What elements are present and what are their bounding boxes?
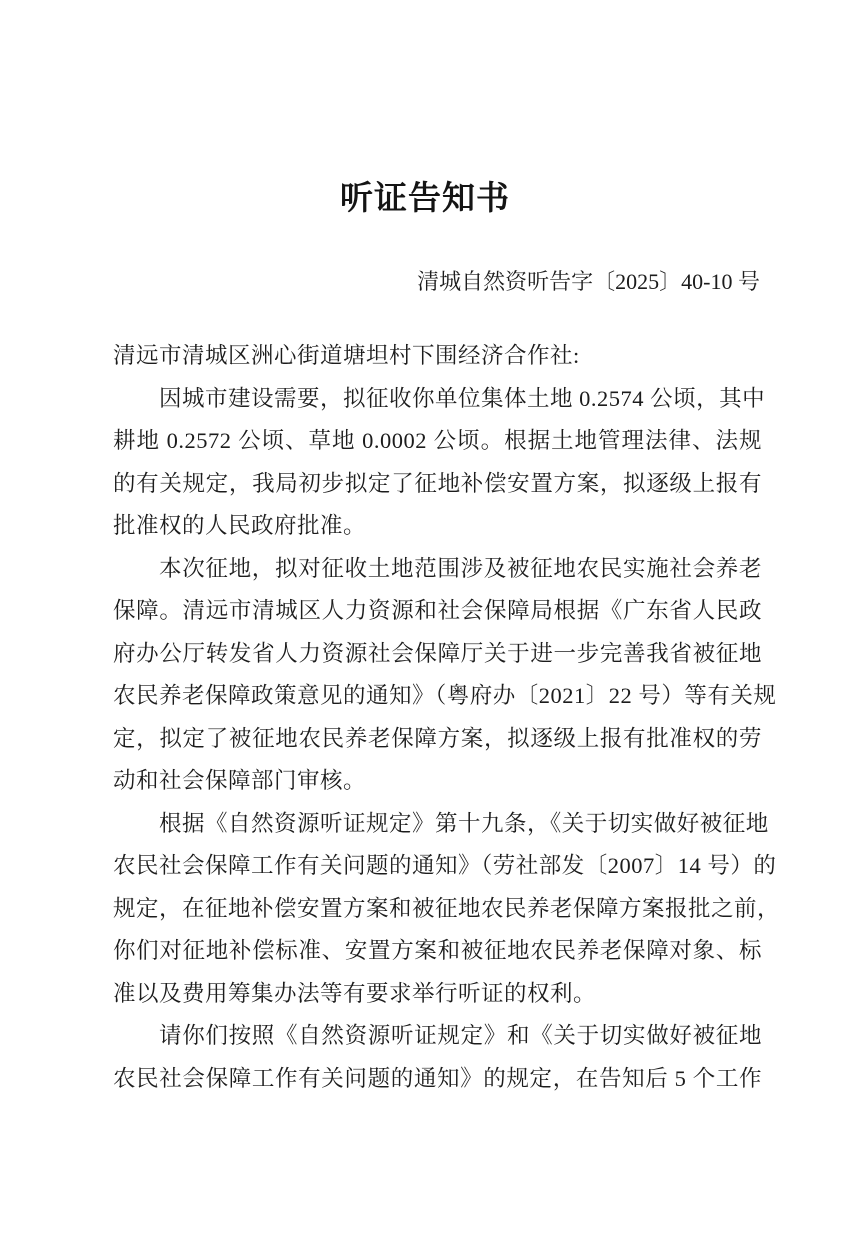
document-number: 清城自然资听告字〔2025〕40-10 号 bbox=[417, 269, 760, 294]
body-line: 的有关规定，我局初步拟定了征地补偿安置方案，拟逐级上报有 bbox=[113, 470, 762, 496]
body-line: 府办公厅转发省人力资源社会保障厅关于进一步完善我省被征地 bbox=[113, 640, 762, 666]
body-line: 耕地 0.2572 公顷、草地 0.0002 公顷。根据土地管理法律、法规 bbox=[113, 428, 762, 453]
body-line: 因城市建设需要，拟征收你单位集体土地 0.2574 公顷，其中 bbox=[159, 385, 766, 411]
body-line: 本次征地，拟对征收土地范围涉及被征地农民实施社会养老 bbox=[159, 555, 762, 581]
document-title: 听证告知书 bbox=[340, 181, 510, 217]
body-line: 根据《自然资源听证规定》第十九条，《关于切实做好被征地 bbox=[159, 810, 769, 836]
body-line: 准以及费用筹集办法等有要求举行听证的权利。 bbox=[113, 980, 597, 1006]
body-line: 动和社会保障部门审核。 bbox=[113, 768, 367, 793]
body-line: 规定，在征地补偿安置方案和被征地农民养老保障方案报批之前， bbox=[113, 895, 781, 921]
body-line-salutation: 清远市清城区洲心街道塘坦村下围经济合作社: bbox=[113, 343, 580, 368]
body-line: 你们对征地补偿标准、安置方案和被征地农民养老保障对象、标 bbox=[113, 938, 762, 963]
body-line: 农民社会保障工作有关问题的通知》的规定，在告知后 5 个工作 bbox=[113, 1065, 762, 1091]
body-line: 批准权的人民政府批准。 bbox=[113, 513, 367, 538]
body-line: 请你们按照《自然资源听证规定》和《关于切实做好被征地 bbox=[159, 1023, 762, 1048]
body-line: 保障。清远市清城区人力资源和社会保障局根据《广东省人民政 bbox=[113, 598, 762, 623]
document-body bbox=[113, 335, 781, 1100]
body-line: 定，拟定了被征地农民养老保障方案，拟逐级上报有批准权的劳 bbox=[113, 725, 762, 751]
body-line: 农民社会保障工作有关问题的通知》（劳社部发〔2007〕14 号）的 bbox=[113, 853, 777, 878]
body-line: 农民养老保障政策意见的通知》（粤府办〔2021〕22 号）等有关规 bbox=[113, 683, 777, 708]
